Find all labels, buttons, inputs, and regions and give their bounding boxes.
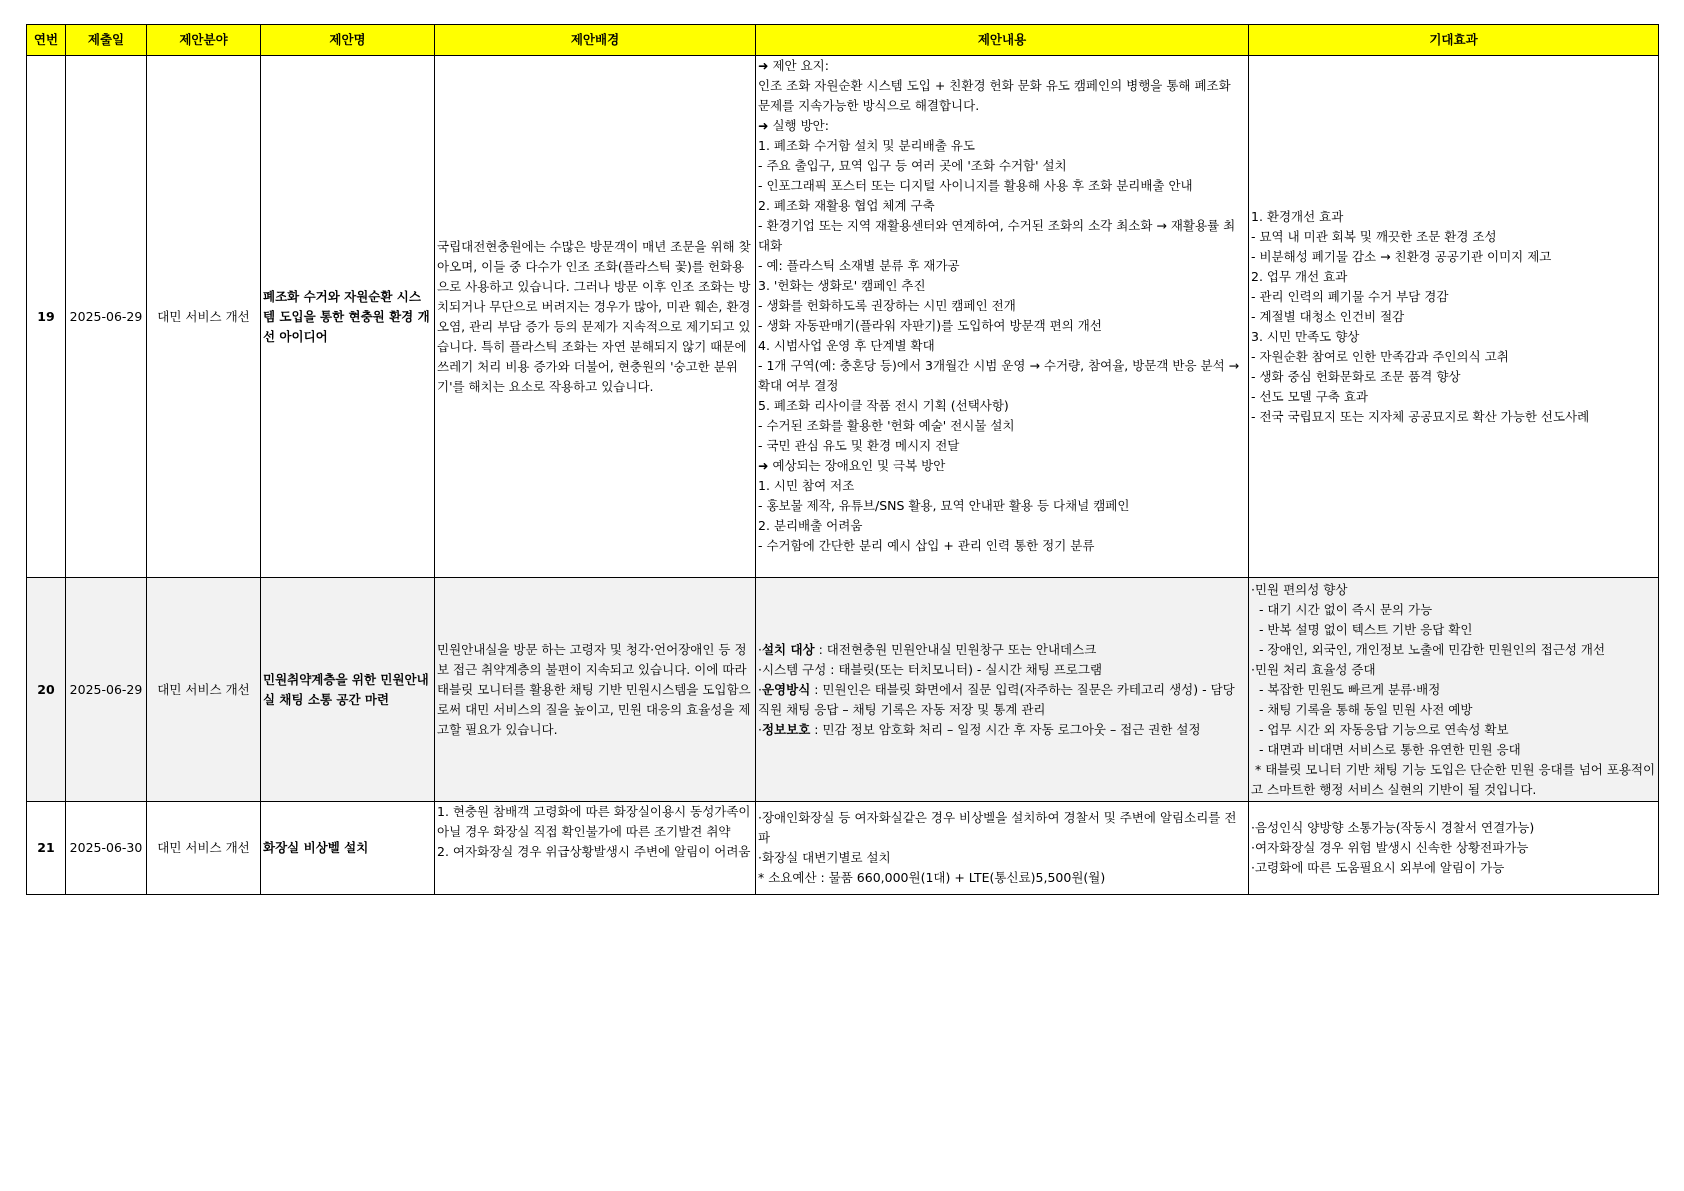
text-line: 3. 시민 만족도 향상 bbox=[1251, 328, 1360, 344]
suggestion-content bbox=[756, 802, 1249, 895]
item-text: ➜ 예상되는 장애요인 및 극복 방안 bbox=[758, 458, 946, 473]
text-line: - 대기 시간 없이 즉시 문의 가능 bbox=[1251, 602, 1433, 617]
header-effects: 기대효과 bbox=[1249, 25, 1659, 56]
text-line bbox=[758, 156, 1246, 176]
item-text: ➜ 실행 방안: bbox=[758, 118, 829, 133]
item-text: - 환경기업 또는 지역 재활용센터와 연계하여, 수거된 조화의 소각 최소화 → 재활용률 최대화 bbox=[758, 218, 1236, 253]
text-line bbox=[758, 256, 1246, 276]
suggestion-background bbox=[435, 578, 756, 802]
text-line: - 전국 국립묘지 또는 지자체 공공묘지로 확산 가능한 선도사례 bbox=[1251, 408, 1590, 424]
effects-lines bbox=[1251, 207, 1656, 427]
text-line: * 태블릿 모니터 기반 채팅 기능 도입은 단순한 민원 응대를 넘어 포용적이고 스마트한 행정 서비스 실현의 기반이 될 것입니다. bbox=[1251, 762, 1656, 797]
suggestion-background bbox=[435, 802, 756, 895]
text-line bbox=[758, 808, 1246, 848]
content-lines bbox=[758, 808, 1246, 888]
item-text: - 예: 플라스틱 소재별 분류 후 재가공 bbox=[758, 258, 960, 273]
text-line bbox=[758, 516, 1246, 536]
item-text: - 국민 관심 유도 및 환경 메시지 전달 bbox=[758, 438, 960, 453]
item-text: ·장애인화장실 등 여자화실같은 경우 비상벨을 설치하여 경찰서 및 주변에 알림소리를 전파 bbox=[758, 810, 1237, 845]
text-line bbox=[758, 276, 1246, 296]
item-text: : 민원인은 태블릿 화면에서 질문 입력(자주하는 질문은 카테고리 생성) - 담당직원 채팅 응답 – 채팅 기록은 자동 저장 및 통계 관리 bbox=[758, 681, 1235, 717]
text-line: - 자원순환 참여로 인한 만족감과 주인의식 고취 bbox=[1251, 348, 1509, 364]
item-text: - 홍보물 제작, 유튜브/SNS 활용, 묘역 안내판 활용 등 다채널 캠페인 bbox=[758, 498, 1130, 513]
item-text: 4. 시범사업 운영 후 단계별 확대 bbox=[758, 338, 935, 353]
text-line: - 묘역 내 미관 회복 및 깨끗한 조문 환경 조성 bbox=[1251, 228, 1497, 244]
text-line: - 채팅 기록을 통해 동일 민원 사전 예방 bbox=[1251, 702, 1473, 717]
text-line bbox=[758, 436, 1246, 456]
background-text: 민원안내실을 방문 하는 고령자 및 청각·언어장애인 등 정보 접근 취약계층의 불편이 지속되고 있습니다. 이에 따라 태블릿 모니터를 활용한 채팅 기반 민원시스템을 도입함으로써 대민 서비스의 질을 높이고, 민원 대응의 효율성을 제고할 필요가 있습니다. bbox=[437, 641, 751, 737]
text-line: ·설치 대상 : 대전현충원 민원안내실 민원창구 또는 안내데스크 bbox=[758, 641, 1097, 657]
text-line: - 장애인, 외국인, 개인정보 노출에 민감한 민원인의 접근성 개선 bbox=[1251, 642, 1606, 657]
text-line: - 대면과 비대면 서비스로 통한 유연한 민원 응대 bbox=[1251, 742, 1521, 757]
item-text: ➜ 제안 요지: bbox=[758, 58, 829, 73]
suggestion-field: 대민 서비스 개선 bbox=[147, 578, 261, 802]
item-text: * 소요예산 : 물품 660,000원(1대) + LTE(통신료)5,500원(월) bbox=[758, 870, 1106, 885]
suggestion-field: 대민 서비스 개선 bbox=[147, 56, 261, 578]
item-text: 3. '헌화는 생화로' 캠페인 추진 bbox=[758, 278, 926, 293]
item-text: - 수거된 조화를 활용한 '헌화 예술' 전시물 설치 bbox=[758, 418, 1015, 433]
item-text: - 1개 구역(예: 충혼당 등)에서 3개월간 시범 운영 → 수거량, 참여율, 방문객 반응 분석 → 확대 여부 결정 bbox=[758, 358, 1244, 393]
text-line: ·고령화에 따른 도움필요시 외부에 알림이 가능 bbox=[1251, 860, 1505, 875]
text-line bbox=[758, 336, 1246, 356]
header-row bbox=[27, 25, 1659, 56]
expected-effects bbox=[1249, 56, 1659, 578]
text-line bbox=[758, 476, 1246, 496]
background-text: 1. 현충원 참배객 고령화에 따른 화장실이용시 동성가족이 아닐 경우 화장실 직접 확인불가에 따른 조기발견 취약 2. 여자화장실 경우 위급상황발생시 주변에 알림이 어려움 bbox=[437, 804, 751, 859]
item-text: 2. 폐조화 재활용 협업 체계 구축 bbox=[758, 198, 935, 213]
text-line bbox=[758, 196, 1246, 216]
item-text: : 민감 정보 암호화 처리 – 일정 시간 후 자동 로그아웃 – 접근 권한 설정 bbox=[810, 721, 1201, 737]
item-text: 1. 시민 참여 저조 bbox=[758, 478, 855, 493]
item-text: 2. 분리배출 어려움 bbox=[758, 518, 863, 533]
suggestion-table bbox=[26, 24, 1659, 895]
text-line bbox=[758, 356, 1246, 396]
text-line bbox=[758, 116, 1246, 136]
suggestion-field: 대민 서비스 개선 bbox=[147, 802, 261, 895]
header-date: 제출일 bbox=[66, 25, 147, 56]
text-line: ·정보보호 : 민감 정보 암호화 처리 – 일정 시간 후 자동 로그아웃 – 접근 권한 설정 bbox=[758, 721, 1201, 737]
text-line: - 복잡한 민원도 빠르게 분류·배정 bbox=[1251, 682, 1441, 697]
text-line: ·민원 편의성 향상 bbox=[1251, 582, 1348, 597]
text-line bbox=[758, 660, 1246, 680]
row-number: 19 bbox=[27, 56, 66, 578]
text-line bbox=[758, 456, 1246, 476]
text-line: 1. 환경개선 효과 bbox=[1251, 208, 1344, 224]
header-title: 제안명 bbox=[261, 25, 435, 56]
text-line: 2. 업무 개선 효과 bbox=[1251, 268, 1348, 284]
item-text: 인조 조화 자원순환 시스템 도입 + 친환경 헌화 문화 유도 캠페인의 병행을 통해 폐조화 문제를 지속가능한 방식으로 해결합니다. bbox=[758, 78, 1235, 113]
text-line bbox=[758, 296, 1246, 316]
effects-lines bbox=[1251, 818, 1656, 878]
text-line bbox=[758, 316, 1246, 336]
text-line: - 업무 시간 외 자동응답 기능으로 연속성 확보 bbox=[1251, 722, 1509, 737]
submit-date: 2025-06-29 bbox=[66, 56, 147, 578]
text-line: ·음성인식 양방향 소통가능(작동시 경찰서 연결가능) bbox=[1251, 820, 1535, 835]
text-line bbox=[758, 56, 1246, 76]
text-line bbox=[758, 416, 1246, 436]
text-line: - 선도 모델 구축 효과 bbox=[1251, 388, 1369, 404]
text-line: ·운영방식 : 민원인은 태블릿 화면에서 질문 입력(자주하는 질문은 카테고리 생성) - 담당직원 채팅 응답 – 채팅 기록은 자동 저장 및 통계 관리 bbox=[758, 681, 1235, 717]
item-text: 1. 폐조화 수거함 설치 및 분리배출 유도 bbox=[758, 138, 975, 153]
item-text: ·시스템 구성 : 태블릿(또는 터치모니터) - 실시간 채팅 프로그램 bbox=[758, 661, 1103, 677]
submit-date: 2025-06-29 bbox=[66, 578, 147, 802]
expected-effects bbox=[1249, 802, 1659, 895]
text-line: ·여자화장실 경우 위험 발생시 신속한 상황전파가능 bbox=[1251, 840, 1529, 855]
text-line: - 생화 중심 헌화문화로 조문 품격 향상 bbox=[1251, 368, 1461, 384]
table-row bbox=[27, 56, 1659, 578]
text-line bbox=[758, 176, 1246, 196]
text-line bbox=[758, 868, 1246, 888]
item-text: - 주요 출입구, 묘역 입구 등 여러 곳에 '조화 수거함' 설치 bbox=[758, 158, 1067, 173]
text-line bbox=[758, 216, 1246, 256]
header-no: 연번 bbox=[27, 25, 66, 56]
table-row bbox=[27, 802, 1659, 895]
text-line bbox=[758, 496, 1246, 516]
suggestion-background bbox=[435, 56, 756, 578]
text-line: - 계절별 대청소 인건비 절감 bbox=[1251, 308, 1405, 324]
content-lines bbox=[758, 56, 1246, 576]
header-field: 제안분야 bbox=[147, 25, 261, 56]
row-number: 21 bbox=[27, 802, 66, 895]
text-line bbox=[758, 536, 1246, 556]
item-text: - 인포그래픽 포스터 또는 디지털 사이니지를 활용해 사용 후 조화 분리배출 안내 bbox=[758, 178, 1193, 193]
effects-lines bbox=[1251, 579, 1656, 801]
item-text: 5. 폐조화 리사이클 작품 전시 기획 (선택사항) bbox=[758, 398, 1009, 413]
text-line bbox=[758, 848, 1246, 868]
table-row bbox=[27, 578, 1659, 802]
content-lines bbox=[758, 640, 1246, 740]
suggestion-content bbox=[756, 578, 1249, 802]
text-line bbox=[758, 76, 1246, 116]
item-label: 설치 대상 bbox=[761, 641, 815, 657]
header-background: 제안배경 bbox=[435, 25, 756, 56]
item-label: 운영방식 bbox=[761, 681, 811, 697]
submit-date: 2025-06-30 bbox=[66, 802, 147, 895]
item-text: : 대전현충원 민원안내실 민원창구 또는 안내데스크 bbox=[814, 641, 1097, 657]
item-text: - 생화를 헌화하도록 권장하는 시민 캠페인 전개 bbox=[758, 298, 1016, 313]
text-line: - 비분해성 폐기물 감소 → 친환경 공공기관 이미지 제고 bbox=[1251, 248, 1552, 264]
text-line: - 반복 설명 없이 텍스트 기반 응답 확인 bbox=[1251, 622, 1473, 637]
row-number: 20 bbox=[27, 578, 66, 802]
text-line bbox=[758, 396, 1246, 416]
item-text: ·화장실 대변기별로 설치 bbox=[758, 850, 891, 865]
suggestion-content bbox=[756, 56, 1249, 578]
item-label: 정보보호 bbox=[761, 721, 811, 737]
text-line: ·민원 처리 효율성 증대 bbox=[1251, 662, 1376, 677]
header-content: 제안내용 bbox=[756, 25, 1249, 56]
expected-effects bbox=[1249, 578, 1659, 802]
text-line: - 관리 인력의 폐기물 수거 부담 경감 bbox=[1251, 288, 1449, 304]
background-text: 국립대전현충원에는 수많은 방문객이 매년 조문을 위해 찾아오며, 이들 중 다수가 인조 조화(플라스틱 꽃)를 헌화용으로 사용하고 있습니다. 그러나 방문 이후 인조 조화는 방치되거나 무단으로 버려지는 경우가 많아, 미관 훼손, 환경오염, 관리 부담 증가 등의 문제가 지속적으로 제기되고 있습니다. 특히 플라스틱 조화는 자연 분해되지 않기 때문에 쓰레기 처리 비용 증가와 더불어, 현충원의 '숭고한 분위기'를 해치는 요소로 작용하고 있습니다. bbox=[437, 238, 751, 394]
text-line bbox=[758, 136, 1246, 156]
suggestion-title: 화장실 비상벨 설치 bbox=[261, 802, 435, 895]
suggestion-title: 민원취약계층을 위한 민원안내실 채팅 소통 공간 마련 bbox=[261, 578, 435, 802]
suggestion-title: 폐조화 수거와 자원순환 시스템 도입을 통한 현충원 환경 개선 아이디어 bbox=[261, 56, 435, 578]
item-text: - 수거함에 간단한 분리 예시 삽입 + 관리 인력 통한 정기 분류 bbox=[758, 538, 1095, 553]
item-text: - 생화 자동판매기(플라워 자판기)를 도입하여 방문객 편의 개선 bbox=[758, 318, 1102, 333]
